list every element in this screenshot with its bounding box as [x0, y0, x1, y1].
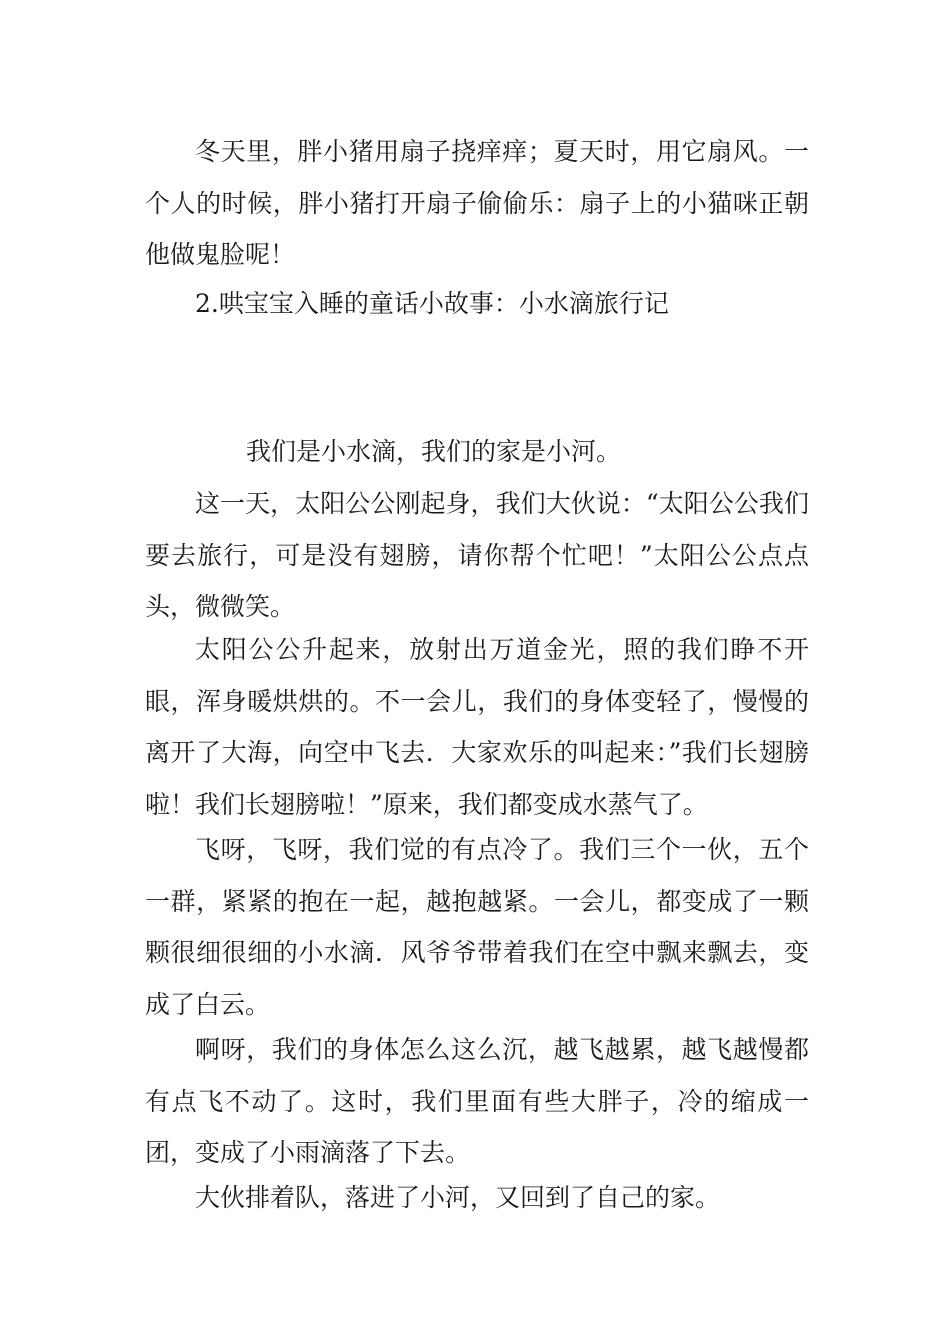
section-heading-water-drop-story: 2.哄宝宝入睡的童话小故事：小水滴旅行记 — [195, 289, 669, 318]
paragraph-rain: 啊呀，我们的身体怎么这么沉，越飞越累，越飞越慢都有点飞不动了。这时，我们里面有些大胖子，冷的缩成一团，变成了小雨滴落了下去。 — [145, 1035, 809, 1167]
paragraph-return-home: 大伙排着队，落进了小河，又回到了自己的家。 — [195, 1183, 721, 1212]
paragraph-evaporation: 太阳公公升起来，放射出万道金光，照的我们睁不开眼，浑身暖烘烘的。不一会儿，我们的身体变轻了，慢慢的离开了大海，向空中飞去．大家欢乐的叫起来：”我们长翅膀啦！我们长翅膀啦！”原来，我们都变成水蒸气了。 — [145, 635, 809, 819]
paragraph-fan-story-ending: 冬天里，胖小猪用扇子挠痒痒；夏天时，用它扇风。一个人的时候，胖小猪打开扇子偷偷乐：扇子上的小猫咪正朝他做鬼脸呢！ — [145, 137, 809, 269]
paragraph-cloud-formation: 飞呀，飞呀，我们觉的有点冷了。我们三个一伙，五个一群，紧紧的抱在一起，越抱越紧。一会儿，都变成了一颗颗很细很细的小水滴．风爷爷带着我们在空中飘来飘去，变成了白云。 — [145, 835, 809, 1019]
paragraph-intro: 我们是小水滴，我们的家是小河。 — [246, 437, 622, 466]
paragraph-sun-request: 这一天，太阳公公刚起身，我们大伙说：“太阳公公我们要去旅行，可是没有翅膀，请你帮个忙吧！”太阳公公点点头，微微笑。 — [145, 489, 809, 621]
